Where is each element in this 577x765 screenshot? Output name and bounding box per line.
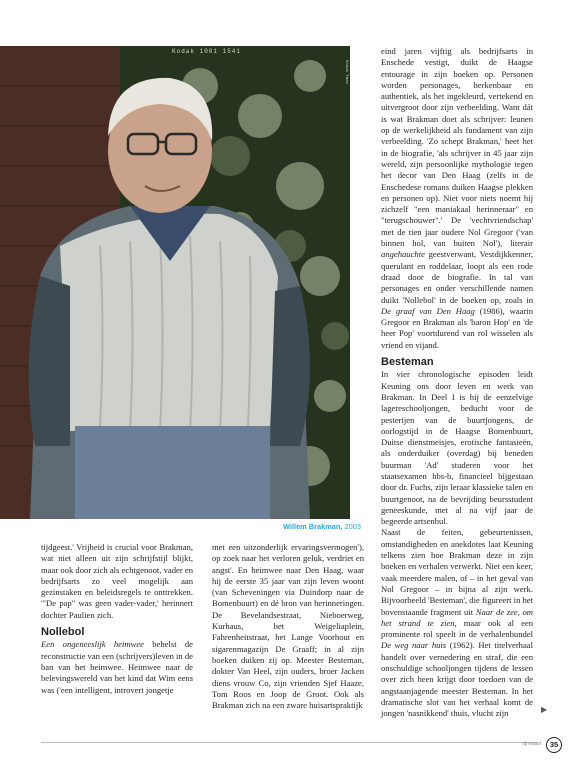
- col1-paragraph-2-text: behelst de reconstructie van een (schrijvers)leven in de ban van het heimwee. Heimwee naar de belevingswereld van het kind dat Wim eens was ('een intelligent, introvert jongetje: [41, 639, 193, 695]
- column-3: [381, 46, 533, 720]
- caption-year: 2003: [342, 522, 361, 531]
- col1-paragraph-2: [41, 639, 193, 695]
- film-code: Kodak 1001 1541: [172, 48, 242, 55]
- col3-text-d: Naast de feiten, gebeurtenissen, omstandigheden en anekdotes laat Keuning telkens zien hoe Brakman deze in zijn boeken en verhalen verwerkt. Niet een keer, vaak meerdere malen, of – in het geval van Nol Gregoor – in bijna al zijn werk. Bijvoorbeeld 'Besteman', die figureert in het bovenstaande fragment uit: [381, 527, 534, 617]
- col2-paragraph-1: met een uitzonderlijk ervaringsvermogen'), op zoek naar het verloren geluk, verdriet en angst'. En heimwee naar Den Haag, waar hij de eerste 35 jaar van zijn leven woont (van Scheveningen via Duindorp naar de Bomenbuurt) en dé bron van herinneringen. De Bevelandsestraat, Nieboerweg, Kurhaus, het Weigeliaplein, Fahrenheitstraat, het Lange Voorhout en sigarenmagazijn De Graaff; in al zijn boeken duiken zij op. Meester Besteman, dokter Van Heel, zijn ouders, broer Jacken diens vrouw Co, zijn vrienden Sjef Haaze, Tom Roos en Joop de Groot. Ook als Brakman zich na een zware huisartspraktijk: [212, 542, 364, 711]
- page-number: 35: [546, 737, 562, 753]
- film-side-code: Kodak Tmax: [344, 60, 348, 85]
- col3-text-b: geestverwant, Vestdijkkenner, querulant en roddelaar, loopt als een rode draad door de biografie. In tal van personages en onder verschillende namen duikt 'Nollebol' in de boeken op, zoals in: [381, 249, 533, 305]
- section-heading-nollebol: Nollebol: [41, 626, 85, 639]
- author-photo: [0, 46, 350, 519]
- col3-text-a: eind jaren vijftig als bedrijfsarts in Enschede vestigt, duikt de Haagse entourage in zijn boeken op. Personen worden personages, herkenbaar en authentiek, als het ingekleurd, vertekend en uitvergroot door zijn verbeelding. Want dát is wat Brakman doet als schrijver: leunen op de werkelijkheid als fundament van zijn verbeelding. 'Zo schept Brakman,' heet het in de biografie, 'als schrijver in 45 jaar zijn wereld, zijn persoonlijke mythologie tegen het decor van Den Haag (zelfs in de Enschedese romans duiken Haagse plekken en personen op). Niet voor niets noemt hij zichzelf "een maniakaal herinneraar" en "terugschouwer".' De 'vechtvriendschap' met de tien jaar oudere Nol Gregoor ('van binnen hol, van buiten Nol'), literair: [381, 46, 533, 249]
- col3-em-c: Naar de zee, om het strand te zien: [381, 606, 533, 628]
- col3-paragraph-3: [381, 527, 533, 719]
- col1-paragraph-1: tijdgeest.' Vrijheid is crucial voor Brakman, wat niet alleen uit zijn schrijfstijl blijkt, maar ook door zich als echtgenoot, vader en bedrijfsarts zo veel mogelijk aan gezinstaken en beleidsregels te onttrekken. '"De pap" was geen vader-vader,' herinnert dochter Paulien zich.: [41, 542, 193, 620]
- col3-em-d: De weg naar huis: [381, 640, 447, 651]
- col3-text-c: (1986), waarin Gregoor en Brakman als 'baron Hop' en 'de heer Pop' voortdurend van rol wisselen als vriend en vijand.: [381, 305, 533, 350]
- col3-paragraph-2: In vier chronologische episoden leidt Keuning ons door leven en werk van Brakman. In Deel I is hij de eenzelvige lagereschooljongen, beducht voor de pesterijen van de buurtjongens, de oorlogstijd in de Haagse Bomenbuurt, Duitse dienstmeisjes, erotische fantasieën, als onderduiker (overdag) bij beneden buurman 'Ad' studeren voor het staatsexamen hbs-b, financieel bijgestaan door dr. Fuchs, zijn leraar klassieke talen en buurtgenoot, na de bevrijding beursstudent geneeskunde, met al na vijf jaar de begeerde artsenbul.: [381, 369, 533, 527]
- caption-name: Willem Brakman,: [283, 522, 343, 531]
- book-title-em: Een ongeneeslijk heimwee: [41, 639, 144, 650]
- col3-text-f: (1962). Het titelverhaal handelt over vernedering en straf, die een onschuldige schooljongen tijdens de lessen over zich heen krijgt door toedoen van de angstaanjagende meester Besteman. In het dramatische slot van het verhaal komt de jongen 'nasnikkend' thuis, vlucht zijn: [381, 640, 533, 719]
- col3-em-b: De graaf van Den Haag: [381, 305, 475, 316]
- magazine-name: rijnvaart: [522, 741, 542, 747]
- continue-arrow-icon: ▶: [541, 705, 548, 714]
- footer-rule: [41, 742, 537, 743]
- col3-paragraph-1: [381, 46, 533, 351]
- column-2: [212, 542, 364, 711]
- col3-text-e: , maar ook al een prominente rol speelt in de verhalenbundel: [381, 617, 533, 640]
- photo-caption: [283, 522, 361, 531]
- photo-illustration: [0, 46, 350, 519]
- col3-em-a: angehauchte: [381, 249, 425, 260]
- column-1: [41, 542, 193, 696]
- section-heading-besteman: Besteman: [381, 356, 434, 369]
